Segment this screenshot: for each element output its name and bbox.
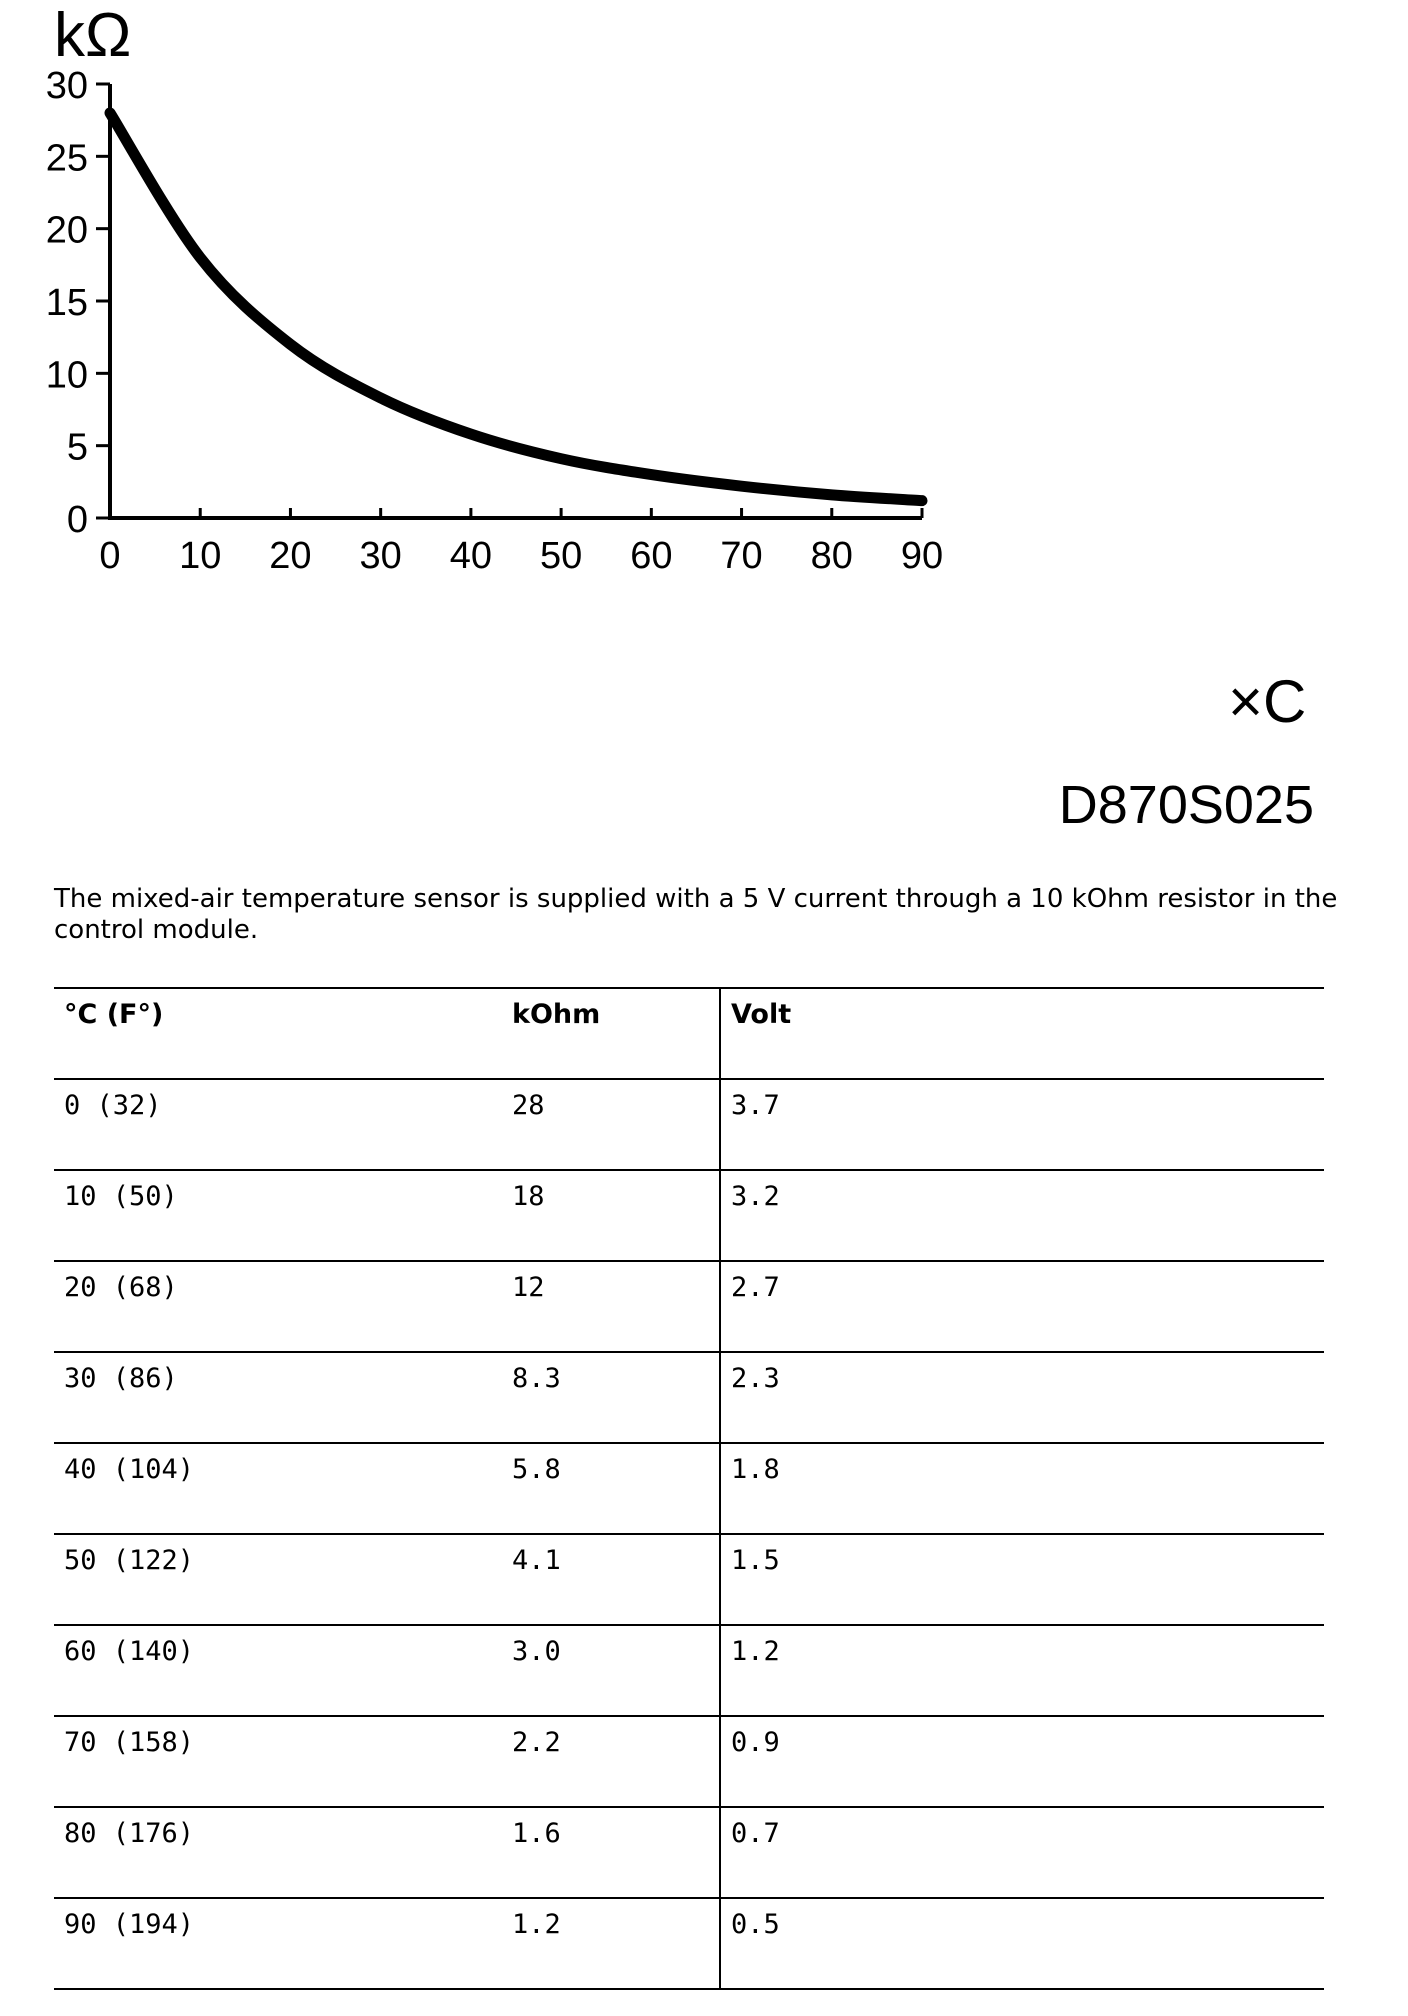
cell-temperature: 50 (122) xyxy=(54,1534,502,1625)
x-axis-label: ×C xyxy=(1228,668,1307,735)
figure-code: D870S025 xyxy=(1058,775,1314,835)
x-tick-label: 20 xyxy=(269,535,312,577)
cell-temperature: 90 (194) xyxy=(54,1898,502,1989)
chart-ticks xyxy=(46,65,943,577)
table-row xyxy=(54,1261,1324,1352)
cell-volt: 2.3 xyxy=(720,1352,1324,1443)
header-kohm: kOhm xyxy=(502,988,720,1079)
cell-kohm: 12 xyxy=(502,1261,720,1352)
cell-volt: 0.5 xyxy=(720,1898,1324,1989)
resistance-curve xyxy=(110,113,922,501)
y-tick-label: 5 xyxy=(66,426,88,469)
y-axis-label: kΩ xyxy=(54,1,132,70)
cell-temperature: 80 (176) xyxy=(54,1807,502,1898)
cell-temperature: 40 (104) xyxy=(54,1443,502,1534)
table-row xyxy=(54,1534,1324,1625)
y-tick-label: 10 xyxy=(45,354,88,397)
cell-volt: 1.8 xyxy=(720,1443,1324,1534)
cell-temperature: 0 (32) xyxy=(54,1079,502,1170)
cell-volt: 3.7 xyxy=(720,1079,1324,1170)
cell-volt: 1.5 xyxy=(720,1534,1324,1625)
table-row xyxy=(54,1716,1324,1807)
cell-temperature: 10 (50) xyxy=(54,1170,502,1261)
header-volt: Volt xyxy=(720,988,1324,1079)
caption: The mixed-air temperature sensor is supplied with a 5 V current through a 10 kOhm resistor in the control module. xyxy=(54,884,1338,945)
y-tick-label: 20 xyxy=(45,209,88,252)
cell-temperature: 70 (158) xyxy=(54,1716,502,1807)
cell-kohm: 8.3 xyxy=(502,1352,720,1443)
cell-temperature: 60 (140) xyxy=(54,1625,502,1716)
x-tick-label: 40 xyxy=(449,535,493,577)
table-row xyxy=(54,1352,1324,1443)
table-row xyxy=(54,1079,1324,1170)
header-temperature: °C (F°) xyxy=(54,988,502,1079)
table-body xyxy=(54,1079,1324,1989)
cell-kohm: 1.6 xyxy=(502,1807,720,1898)
cell-volt: 0.9 xyxy=(720,1716,1324,1807)
y-tick-label: 15 xyxy=(45,282,88,324)
y-tick-label: 30 xyxy=(45,65,88,107)
y-tick-label: 25 xyxy=(45,137,88,180)
table-row xyxy=(54,1443,1324,1534)
resistance-temperature-chart xyxy=(0,0,1408,840)
table-row xyxy=(54,1170,1324,1261)
x-tick-label: 0 xyxy=(99,535,121,577)
table-row xyxy=(54,1807,1324,1898)
cell-kohm: 5.8 xyxy=(502,1443,720,1534)
x-tick-label: 60 xyxy=(630,535,673,577)
table-row xyxy=(54,1625,1324,1716)
cell-temperature: 30 (86) xyxy=(54,1352,502,1443)
cell-volt: 1.2 xyxy=(720,1625,1324,1716)
x-tick-label: 90 xyxy=(900,535,944,577)
x-tick-label: 30 xyxy=(359,535,402,577)
cell-volt: 3.2 xyxy=(720,1170,1324,1261)
cell-kohm: 18 xyxy=(502,1170,720,1261)
sensor-values-table xyxy=(54,987,1324,1990)
cell-kohm: 4.1 xyxy=(502,1534,720,1625)
x-tick-label: 80 xyxy=(810,535,853,577)
x-tick-label: 50 xyxy=(539,535,583,577)
cell-volt: 0.7 xyxy=(720,1807,1324,1898)
x-tick-label: 10 xyxy=(179,535,222,577)
cell-kohm: 28 xyxy=(502,1079,720,1170)
cell-temperature: 20 (68) xyxy=(54,1261,502,1352)
table-header-row xyxy=(54,988,1324,1079)
cell-kohm: 3.0 xyxy=(502,1625,720,1716)
chart-series xyxy=(110,113,922,501)
x-tick-label: 70 xyxy=(720,535,763,577)
y-tick-label: 0 xyxy=(66,499,88,541)
cell-volt: 2.7 xyxy=(720,1261,1324,1352)
table-row xyxy=(54,1898,1324,1989)
cell-kohm: 1.2 xyxy=(502,1898,720,1989)
cell-kohm: 2.2 xyxy=(502,1716,720,1807)
